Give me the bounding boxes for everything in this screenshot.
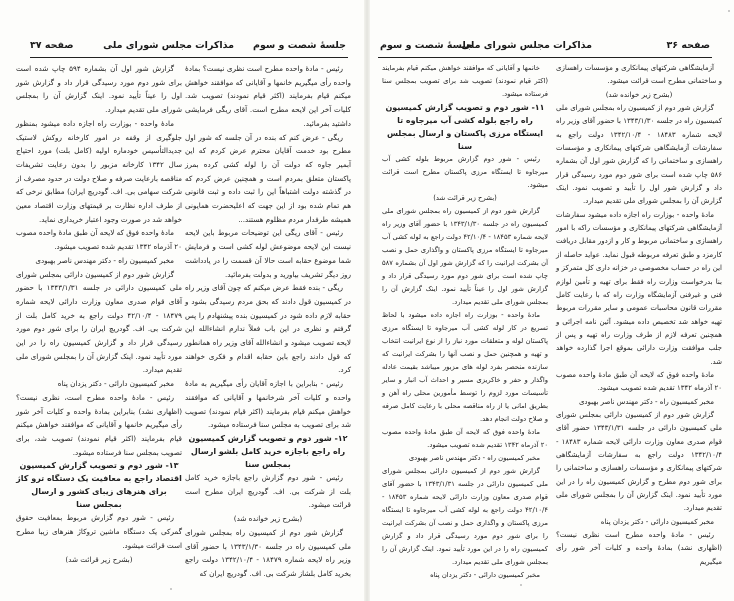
- paragraph: مادهٔ واحده فوق که لایحه آن طبق مادهٔ واحده مصوب ۲۰ آذرماه ۱۳۴۲ تقدیم شده تصویب میشود.: [382, 428, 548, 449]
- section-heading: ۱۳- شور دوم و تصویب گزارش کمیسیون اقتصاد راجع به معافیت یک دستگاه ترو کاژ برای هنرهای زیبای کشور و ارسال بمجلس سنا: [16, 461, 182, 510]
- header-rule: [378, 57, 712, 58]
- paragraph: گزارش شور دوم از کمیسیون راه بمجلس شورای ملی کمیسیون راه در جلسه ۱۳۴۳/۱/۳۰ با حضور آقای وزیر راه لایحه شماره ۱۸۴۵۳ - ۴۲/۱۰/۴ دولت راجع به لوله کشی آب میرجاوه تا ایستگاه مرزی پاکستان و واگذاری حمل و نصب آن بشرکت ایرانیت را که گزارش شور اول آن بشماره ۵۸۷ چاپ شده است برای شور دوم مورد رسیدگی قرار داد و گزارش شور اول را عیناً تأیید نمود. اینک گزارش آن را بمجلس شورای ملی تقدیم میدارد.: [382, 207, 548, 306]
- paragraph: مخبر کمیسیون دارائی - دکتر یزدان پناه: [430, 571, 540, 579]
- right-page: [370, 0, 734, 601]
- section-heading: ۱۲- شور دوم و تصویب گزارش کمیسیون راه راجع باجازه خرید کامل بلشو ارسال بمجلس سنا: [188, 433, 348, 469]
- scan-speck: [520, 584, 522, 586]
- paragraph: مادهٔ واحده فوق که لایحه آن طبق مادهٔ واحده مصوب ۲۰ آذرماه ۱۳۴۲ تقدیم شده تصویب میشود.: [16, 228, 182, 252]
- left-page-left-column: [16, 62, 182, 566]
- left-page: [0, 0, 364, 601]
- reading-note: (بشرح زیر خوانده شد): [233, 514, 303, 524]
- paragraph: گزارش شور اول آن بشماره ۵۹۴ چاپ شده است برای شور دوم مورد رسیدگی قرار داد و گزارش شور اول را عیناً تأیید نمود. اینک گزارش آن را بمجلس شورای ملی تقدیم میدارد.: [16, 64, 182, 115]
- right-page-header: [380, 40, 710, 56]
- left-page-right-column: [185, 62, 351, 581]
- page-number: صفحه ۳۷: [30, 40, 74, 51]
- paragraph: مخبر کمیسیون دارائی - دکتر یزدان پناه: [57, 379, 174, 389]
- reading-note: (بشرح زیر قرائت شد): [433, 194, 497, 202]
- reading-note: (بشرح زیر قرائت شد): [65, 554, 133, 564]
- paragraph: مادهٔ واحده - بوزارت راه اجازه داده میشود سفارشات آزمایشگاهی شرکتهای پیمانکاری و مؤسسات راکه با امور راهسازی و ساختمانی مربوط و کار و ازدور مقابل دریافت کارمزد و طبق تعرفه مربوطه قبول نماید. عواید حاصله از این راه در حساب مخصوصی در خزانه داری کل متمرکز و بنا بدرخواست وزارت راه فقط برای تهیه و تأمین لوازم فنی و غیرفنی آزمایشگاه وزارت راه که با رعایت کامل مقررات قانون محاسبات عمومی و سایر مقررات مربوط تهیه خواهد شد تخصیص داده میشود. آئین نامه اجرائی و همچنین تعرفه لازم از طرف وزارت راه تهیه و پس از جلب موافقت وزارت دارائی بموقع اجرا گذارده خواهد شد.: [556, 210, 722, 366]
- page-number: صفحه ۳۶: [666, 40, 710, 51]
- paragraph: گزارش شور دوم از کمیسیون راه بمجلس شورای ملی کمیسیون راه در جلسه ۱۳۴۳/۱/۳۰ با حضور آقای وزیر راه لایحه شماره ۱۸۴۸۳ - ۱۳۴۲/۱۰/۴ دولت راجع به سفارشات آزمایشگاهی شرکتهای پیمانکاری و مؤسسات راهسازی و ساختمانی را که گزارش شور اول آن بشماره ۵۸۶ چاپ شده است برای شور دوم مورد رسیدگی قرار داد و گزارش شور اول را تأیید و تصویب نمود. اینک گزارش آن را بمجلس شورای ملی تقدیم میدارد.: [556, 104, 722, 206]
- paragraph: رئیس - مادهٔ واحده مطرح است، نظری نیست؟ (اظهاری نشد) بنابراین بمادهٔ واحده و کلیات آخر شور رأی میگیریم خانمها و آقایانی که موافقند خواهش میکنم قیام بفرمایند (اکثر قیام نمودند) تصویب شد، برای تصویب بمجلس سنا فرستاده میشود.: [16, 392, 182, 457]
- paragraph: خانمها و آقایانی که موافقند خواهش میکنم قیام بفرمایند (اکثر قیام نمودند) تصویب شد برای تصویب بمجلس سنا فرستاده میشود.: [382, 64, 548, 98]
- paragraph: مخبر کمیسیون راه - دکتر مهندس ناصر بهبودی: [35, 255, 174, 265]
- paragraph: مادهٔ واحده فوق که لایحه آن طبق مادهٔ واحده مصوب ۲۰ آذرماه ۱۳۴۲ تقدیم شده تصویب میشود.: [556, 370, 722, 393]
- journal-title: مذاکرات مجلس شورای ملی: [103, 40, 234, 51]
- paragraph: مخبر کمیسیون راه - دکتر مهندس ناصر بهبودی: [408, 454, 540, 462]
- scan-speck: [728, 10, 730, 12]
- header-rule: [30, 57, 348, 58]
- paragraph: مخبر کمیسیون دارائی - دکتر یزدان پناه: [600, 517, 714, 526]
- session-title: جلسهٔ شصت و سوم: [380, 40, 474, 51]
- right-page-right-column: [556, 62, 722, 569]
- section-heading: ۱۱- شور دوم و تصویب گزارش کمیسیون راه راجع بلوله کشی آب میرجاوه تا ایستگاه مرزی پاکستان و ارسال بمجلس سنا: [385, 103, 545, 151]
- journal-title: مذاکرات مجلس شورای ملی: [461, 40, 592, 51]
- paragraph: رئیس - مادهٔ واحده مطرح است نظری نیست؟ بمادهٔ واحده رأی میگیریم خانمها و آقایانی که موافقند خواهش میکنم قیام بفرمایند (اکثر قیام نمودند) تصویب شد. کلیات آخر این لایحه مطرح است. آقای ریگی فرمایشی داشتید بفرمائید.: [185, 64, 351, 128]
- paragraph: گزارش شور دوم از کمیسیون دارائی بمجلس شورای ملی کمیسیون دارائی در جلسه ۱۳۴۳/۱/۳۱ با حضور آقای قوام صدری معاون وزارت دارائی لایحه شماره ۱۸۴۵۳ - ۴۲/۱۰/۴ دولت راجع به لوله کشی آب میرجاوه تا ایستگاه مرزی پاکستان و واگذاری حمل و نصب آن بشرکت ایرانیت را برای شور دوم مورد رسیدگی قرار داد و گزارش کمیسیون راه را در این مورد تأیید نمود. اینک گزارش آن را بمجلس شورای ملی تقدیم میدارد.: [382, 467, 548, 566]
- scan-speck: [170, 588, 172, 590]
- reading-note: (بشرح زیر خوانده شد): [605, 90, 673, 99]
- paragraph: رئیس - شور دوم گزارش راجع باجازه خرید کامل بلت از شرکت بی. اف. گودریچ ایران مطرح است قرائت میشود.: [185, 472, 351, 510]
- paragraph: ریگی - عرض کنم که بنده در آن جلسه که شور اول مطرح بود خدمت آقایان محترم عرض کردم که این آبمیر جاوه که دولت آن را لوله کشی کرده بمرز پاکستان متعلق بمردم است و همچنین عرض کردم که در گذشته دولت اشتباهاً این را ثبت داده و ثبت قانونی هم تمام شده بود از این جهت که اعلیحضرت همایونی همیشه طرفدار مردم مظلوم هستند...: [185, 132, 351, 224]
- paragraph: رئیس - بنابراین با اجازه آقایان رأی میگیریم به مادهٔ واحده و کلیات آخر شرخانمها و آقایانی که موافقند خواهش میکنم قیام بفرمایند (اکثر قیام نمودند) تصویب شد برای تصویب به مجلس سنا فرستاده میشود.: [185, 379, 351, 430]
- paragraph: رئیس - مادهٔ واحده مطرح است نظری نیست؟ (اظهاری نشد) بمادهٔ واحده و کلیات آخر شور رأی میگیریم: [556, 531, 722, 566]
- paragraph: مادهٔ واحده - بوزارت راه اجازه داده میشود با لحاظ تسریع در کار لوله کشی آب میرجاوه تا ایستگاه مرزی پاکستان لوله و متعلقات مورد نیاز را از نوع ایرانیت انتخاب و تهیه و همچنین حمل و نصب آنها را بشرکت ایرانیت که سازنده منحصر بفرد لوله های مزبور میباشد بقیمت عادله واگذار و حفر و خاکریزی مسیر و احداث آب انبار و سایر تأسیسات مورد لزوم را توسط مأمورین محلی راه آهن و بطریق امانی یا از راه مناقصه محلی با رعایت کامل صرفه و صلاح دولت انجام دهد.: [382, 311, 548, 423]
- paragraph: گزارش شور دوم از کمیسیون راه بمجلس شورای ملی کمیسیون راه در جلسه ۱۳۴۳/۱/۳۰ با حضور آقای وزیر راه لایحه شماره ۱۸۴۷۹ - ۱۳۴۲/۱۰/۴ دولت راجع بخرید کامل بلشاز شرکت بی. اف. گودریچ ایران که: [185, 527, 352, 578]
- left-page-header: [30, 40, 346, 56]
- paragraph: رئیس - آقای ریگی این توضیحات مربوط باین لایحه نیست این لایحه موضوعش لوله کشی است و فرمایش شما موضوع حقابه است حالا آن قسمت را در یادداشت روز دیگر تشریف بیاورید و بدولت بفرمائید.: [185, 228, 351, 279]
- paragraph: آزمایشگاهی شرکتهای پیمانکاری و مؤسسات راهسازی و ساختمانی مطرح است قرائت میشود.: [556, 64, 722, 86]
- right-page-left-column: [382, 62, 548, 582]
- paragraph: مادهٔ واحده - بوزارت راه اجازه داده میشود بمنظور جلوگیری از وقفه در امور کارخانه روکش لاستیک جدیدالتأسیس خودماره اولیه (کامل بلت) مورد احتیاج سال ۱۳۴۲ کارخانه مزبور را بدون رعایت تشریفات مناقصه بارعایت صرفه و صلاح دولت در حدود مصرف از شرکت سهامی بی. اف. گودریچ ایران) مطابق نرخی که از طرف اداره نظارت بر قیمتهای وزارت اقتصاد معین خواهد شد در صورت وجود اعتبار خریداری نماید.: [16, 118, 182, 224]
- paragraph: ریگی - بنده فقط عرض میکنم که چون آقای وزیر راه در کمیسیون قول دادند که بحق مردم رسیدگی بشود و حقابه لازم داده شود در کمیسیون بنده پیشنهادم را پس گرفتم و نظری در این باب فعلاً ندارم انشاءالله این لایحه تصویب میشود و انشاءالله آقای وزیر راه همانطور که قول دادند راجع باین حقابه اقدام و فکری خواهند کرد.: [185, 283, 351, 375]
- session-title: جلسهٔ شصت و سوم: [252, 40, 346, 51]
- paragraph: گزارش شور دوم از کمیسیون دارائی بمجلس شورای ملی کمیسیون دارائی در جلسه ۱۳۴۳/۱/۳۱ با حضور آقای قوام صدری معاون وزارت دارائی لایحه شماره ۱۸۴۷۹ - ۴۲/۱۰/۴ دولت راجع به خرید کامل بلت از شرکت بی. اف. گودریچ ایران را برای شور دوم مورد رسیدگی قرار داد و گزارش کمیسیون راه را در این مورد تأیید نمود. اینک گزارش آن را بمجلس شورای ملی تقدیم میدارد.: [16, 269, 182, 375]
- paragraph: گزارش شور دوم از کمیسیون دارائی بمجلس شورای ملی کمیسیون دارائی در جلسه ۱۳۴۳/۱/۳۱ حضور آقای قوام صدری معاون وزارت دارائی لایحه شماره ۱۸۴۸۳ - ۱۳۴۲/۱۰/۴ دولت راجع به سفارشات آزمایشگاهی شرکتهای پیمانکاری و مؤسسات راهسازی و ساختمانی را برای شور دوم مطرح و گزارش کمیسیون راه را در این مورد تأیید نمود. اینک گزارش آن را بمجلس شورای ملی تقدیم میدارد.: [556, 410, 722, 513]
- paragraph: مخبر کمیسیون راه - دکتر مهندس ناصر بهبودی: [578, 397, 714, 406]
- paragraph: رئیس - شور دوم گزارش مربوط بلوله کشی آب میرجاوه تا ایستگاه مرزی پاکستان مطرح است قرائت میشود.: [382, 155, 548, 189]
- paragraph: رئیس - شور دوم گزارش مربوط بمعافیت حقوق گمرکی یک دستگاه ماشین تروکاژ هنرهای زیبا مطرح است قرائت میشود.: [16, 513, 182, 550]
